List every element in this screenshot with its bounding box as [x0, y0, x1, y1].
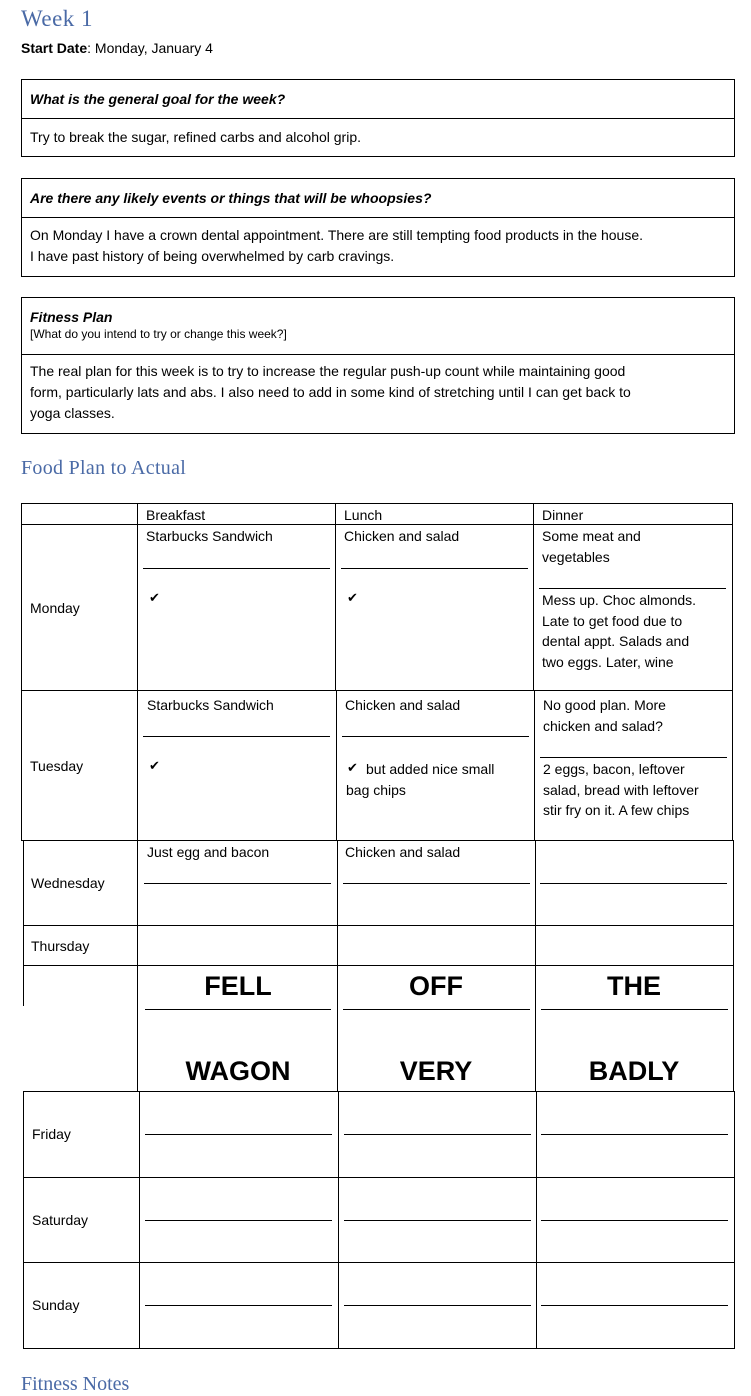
tuesday-breakfast-check: ✔	[149, 758, 160, 773]
tuesday-lunch-actual	[346, 759, 494, 800]
day-label-wednesday: Wednesday	[31, 875, 105, 891]
tuesday-breakfast-plan: Starbucks Sandwich	[147, 697, 274, 713]
goal-box	[21, 79, 735, 157]
tuesday-lunch-actual-line: bag chips	[346, 781, 406, 798]
monday-dinner-plan-line: Some meat and	[542, 528, 641, 544]
monday-dinner-actual-line: Late to get food due to	[542, 612, 683, 629]
column-header-lunch: Lunch	[344, 507, 383, 523]
tuesday-dinner-actual-line: 2 eggs, bacon, leftover	[543, 761, 685, 777]
tuesday-dinner-actual	[543, 759, 699, 821]
tuesday-lunch-plan: Chicken and salad	[345, 697, 461, 713]
start-date	[21, 40, 213, 56]
monday-dinner-plan	[542, 526, 641, 567]
events-answer-line: I have past history of being overwhelmed by carb cravings.	[30, 248, 395, 264]
monday-dinner-actual-line: dental appt. Salads and	[542, 633, 690, 649]
monday-breakfast-plan: Starbucks Sandwich	[146, 528, 273, 544]
monday-dinner-actual	[542, 590, 696, 672]
column-header-dinner: Dinner	[542, 507, 584, 523]
food-plan-heading: Food Plan to Actual	[21, 457, 187, 479]
monday-lunch-check: ✔	[347, 590, 358, 605]
banner-word: VERY	[399, 1056, 473, 1086]
events-answer-line: On Monday I have a crown dental appointment. There are still tempting food products in the house.	[30, 227, 643, 243]
tuesday-lunch-check: ✔	[347, 760, 358, 775]
goal-question: What is the general goal for the week?	[22, 80, 734, 119]
events-box	[21, 178, 735, 277]
tuesday-dinner-actual-line: stir fry on it. A few chips	[543, 802, 690, 818]
start-date-label: Start Date	[21, 40, 88, 56]
wednesday-lunch-plan: Chicken and salad	[345, 844, 461, 860]
fitness-answer-line: The real plan for this week is to try to increase the regular push-up count while maintaining good	[30, 363, 626, 379]
banner-word: THE	[607, 971, 661, 1001]
monday-breakfast-check: ✔	[149, 590, 160, 605]
tuesday-dinner-actual-line: salad, bread with leftover	[543, 781, 699, 798]
fitness-notes-heading: Fitness Notes	[21, 1373, 130, 1395]
day-label-thursday: Thursday	[31, 938, 90, 954]
tuesday-dinner-plan-line: chicken and salad?	[543, 717, 663, 734]
fitness-answer-line: form, particularly lats and abs. I also need to add in some kind of stretching until I can get back to	[30, 384, 631, 400]
monday-dinner-actual-line: two eggs. Later, wine	[542, 653, 674, 670]
fitness-subtitle: [What do you intend to try or change this week?]	[30, 327, 287, 341]
start-date-value: : Monday, January 4	[87, 40, 213, 56]
monday-lunch-plan: Chicken and salad	[344, 528, 460, 544]
day-label-saturday: Saturday	[32, 1212, 89, 1228]
banner-word: FELL	[204, 971, 272, 1001]
events-answer	[22, 218, 734, 267]
fitness-box	[21, 297, 735, 434]
day-label-tuesday: Tuesday	[30, 758, 84, 774]
tuesday-lunch-actual-line: but added nice small	[366, 761, 495, 777]
banner-word: WAGON	[185, 1056, 291, 1086]
fitness-answer	[22, 355, 734, 424]
banner-word: BADLY	[588, 1056, 680, 1086]
events-question: Are there any likely events or things that will be whoopsies?	[22, 179, 734, 218]
tuesday-dinner-plan	[543, 695, 666, 736]
fitness-question	[22, 298, 734, 355]
fitness-title: Fitness Plan	[30, 309, 113, 325]
fitness-answer-line: yoga classes.	[30, 405, 115, 421]
tuesday-dinner-plan-line: No good plan. More	[543, 697, 666, 713]
banner-word: OFF	[409, 971, 463, 1001]
monday-dinner-actual-line: Mess up. Choc almonds.	[542, 592, 697, 608]
goal-answer: Try to break the sugar, refined carbs and alcohol grip.	[30, 129, 361, 145]
week-title: Week 1	[21, 6, 94, 31]
wednesday-breakfast-plan: Just egg and bacon	[147, 844, 270, 860]
day-label-friday: Friday	[32, 1126, 71, 1142]
day-label-monday: Monday	[30, 600, 80, 616]
column-header-breakfast: Breakfast	[146, 507, 206, 523]
day-label-sunday: Sunday	[32, 1297, 80, 1313]
monday-dinner-plan-line: vegetables	[542, 548, 610, 565]
